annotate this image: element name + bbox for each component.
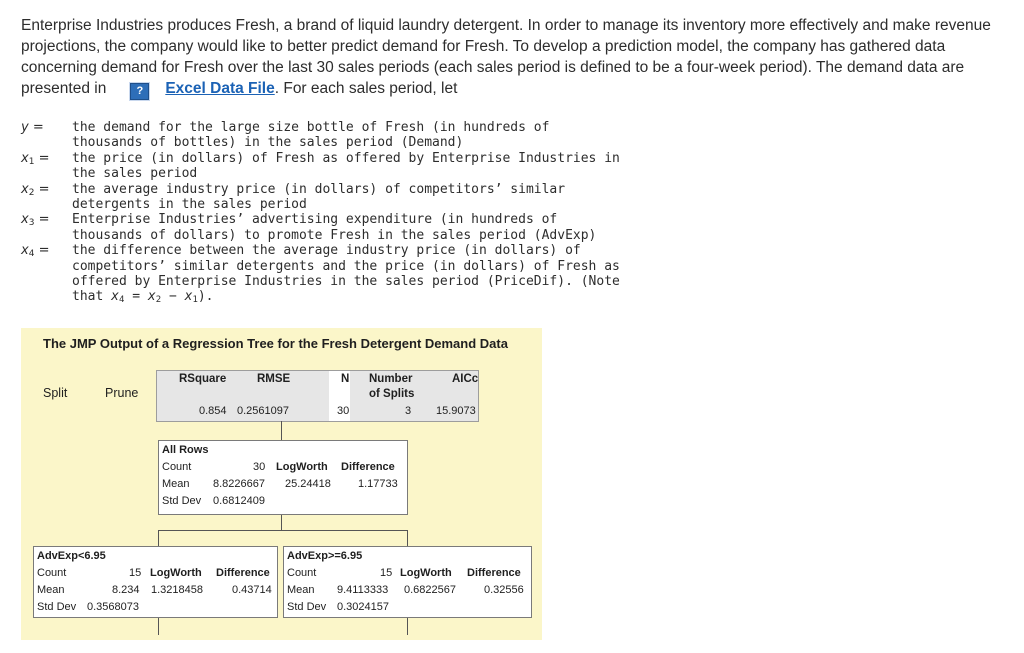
- definition-x2: $x_2$ = the average industry price (in dollars) of competitors’ similar detergents in the sales period: [21, 181, 566, 213]
- connector-line: [158, 530, 159, 546]
- right-node[interactable]: AdvExp>=6.95 Count 15 LogWorth Difference Mean 9.4113333 0.6822567 0.32556 Std Dev 0.3024157: [283, 546, 532, 618]
- definition-text: the demand for the large size bottle of Fresh (in hundreds of thousands of bottles) in the sales period (Demand): [72, 120, 550, 151]
- connector-line: [407, 530, 408, 546]
- definition-x3: $x_3$ = Enterprise Industries’ advertising expenditure (in hundreds of thousands of dollars) to promote Fresh in the sales period (AdvExp): [21, 212, 597, 243]
- definition-text: the price (in dollars) of Fresh as offered by Enterprise Industries in the sales period: [72, 150, 620, 182]
- split-label[interactable]: Split: [43, 386, 68, 400]
- definition-x4: $x_4$ = the difference between the average industry price (in dollars) of competitors’ similar detergents and the price (in dollars) of Fresh as offered by Enterprise Industries in the sales period (PriceDif). (Note that $x_4 = x_2 - x_1$).: [21, 243, 681, 309]
- n-value: 30: [337, 405, 350, 417]
- prune-label[interactable]: Prune: [105, 386, 139, 400]
- intro-text: Enterprise Industries produces Fresh, a brand of liquid laundry detergent. In order to manage its inventory more effectively and make revenue projections, the company would like to better predict demand for Fresh. To develop a prediction model, the company has gathered data concerning demand for Fresh over the last 30 sales periods (each sales period is defined to be a four-week period). The demand data are presented in: [21, 17, 991, 97]
- rsquare-value: 0.854: [199, 405, 227, 417]
- aicc-value: 15.9073: [436, 405, 476, 417]
- aicc-header: AICc: [452, 373, 479, 385]
- n-header: N: [341, 373, 350, 385]
- variable-definitions: [21, 120, 681, 309]
- rmse-header: RMSE: [257, 373, 291, 385]
- help-icon[interactable]: ?: [130, 83, 149, 100]
- rmse-value: 0.2561097: [237, 405, 289, 417]
- summary-table: [156, 370, 479, 422]
- splits-header-2: of Splits: [369, 388, 415, 400]
- root-node[interactable]: All Rows Count 30 LogWorth Difference Mean 8.8226667 25.24418 1.17733 Std Dev 0.6812409: [158, 440, 408, 515]
- connector-line: [407, 616, 408, 635]
- rsquare-header: RSquare: [179, 373, 227, 385]
- splits-value: 3: [405, 405, 412, 417]
- intro-text-tail: . For each sales period, let: [274, 80, 458, 97]
- connector-line: [158, 530, 408, 531]
- definition-text: the difference between the average industry price (in dollars) of competitors’ similar detergents and the price (in dollars) of Fresh as offered by Enterprise Industries in the sales period (PriceDif). (Note that $x_4 = x_2 - x_1$).: [72, 243, 620, 306]
- definition-x1: $x_1$ = the price (in dollars) of Fresh as offered by Enterprise Industries in the sales period: [21, 150, 620, 182]
- connector-line: [281, 421, 282, 440]
- jmp-output-panel: [21, 328, 542, 640]
- jmp-title: The JMP Output of a Regression Tree for the Fresh Detergent Demand Data: [43, 336, 508, 351]
- definition-text: the average industry price (in dollars) of competitors’ similar detergents in the sales period: [72, 181, 566, 213]
- connector-line: [281, 514, 282, 530]
- splits-header: Number: [369, 373, 413, 385]
- intro-paragraph: [21, 15, 1006, 100]
- connector-line: [158, 616, 159, 635]
- left-node[interactable]: AdvExp<6.95 Count 15 LogWorth Difference Mean 8.234 1.3218458 0.43714 Std Dev 0.3568073: [33, 546, 278, 618]
- definition-y: y = the demand for the large size bottle of Fresh (in hundreds of thousands of bottles) in the sales period (Demand): [21, 120, 550, 151]
- excel-data-file-link[interactable]: Excel Data File: [165, 80, 275, 97]
- definition-text: Enterprise Industries’ advertising expenditure (in hundreds of thousands of dollars) to promote Fresh in the sales period (AdvExp): [72, 212, 597, 243]
